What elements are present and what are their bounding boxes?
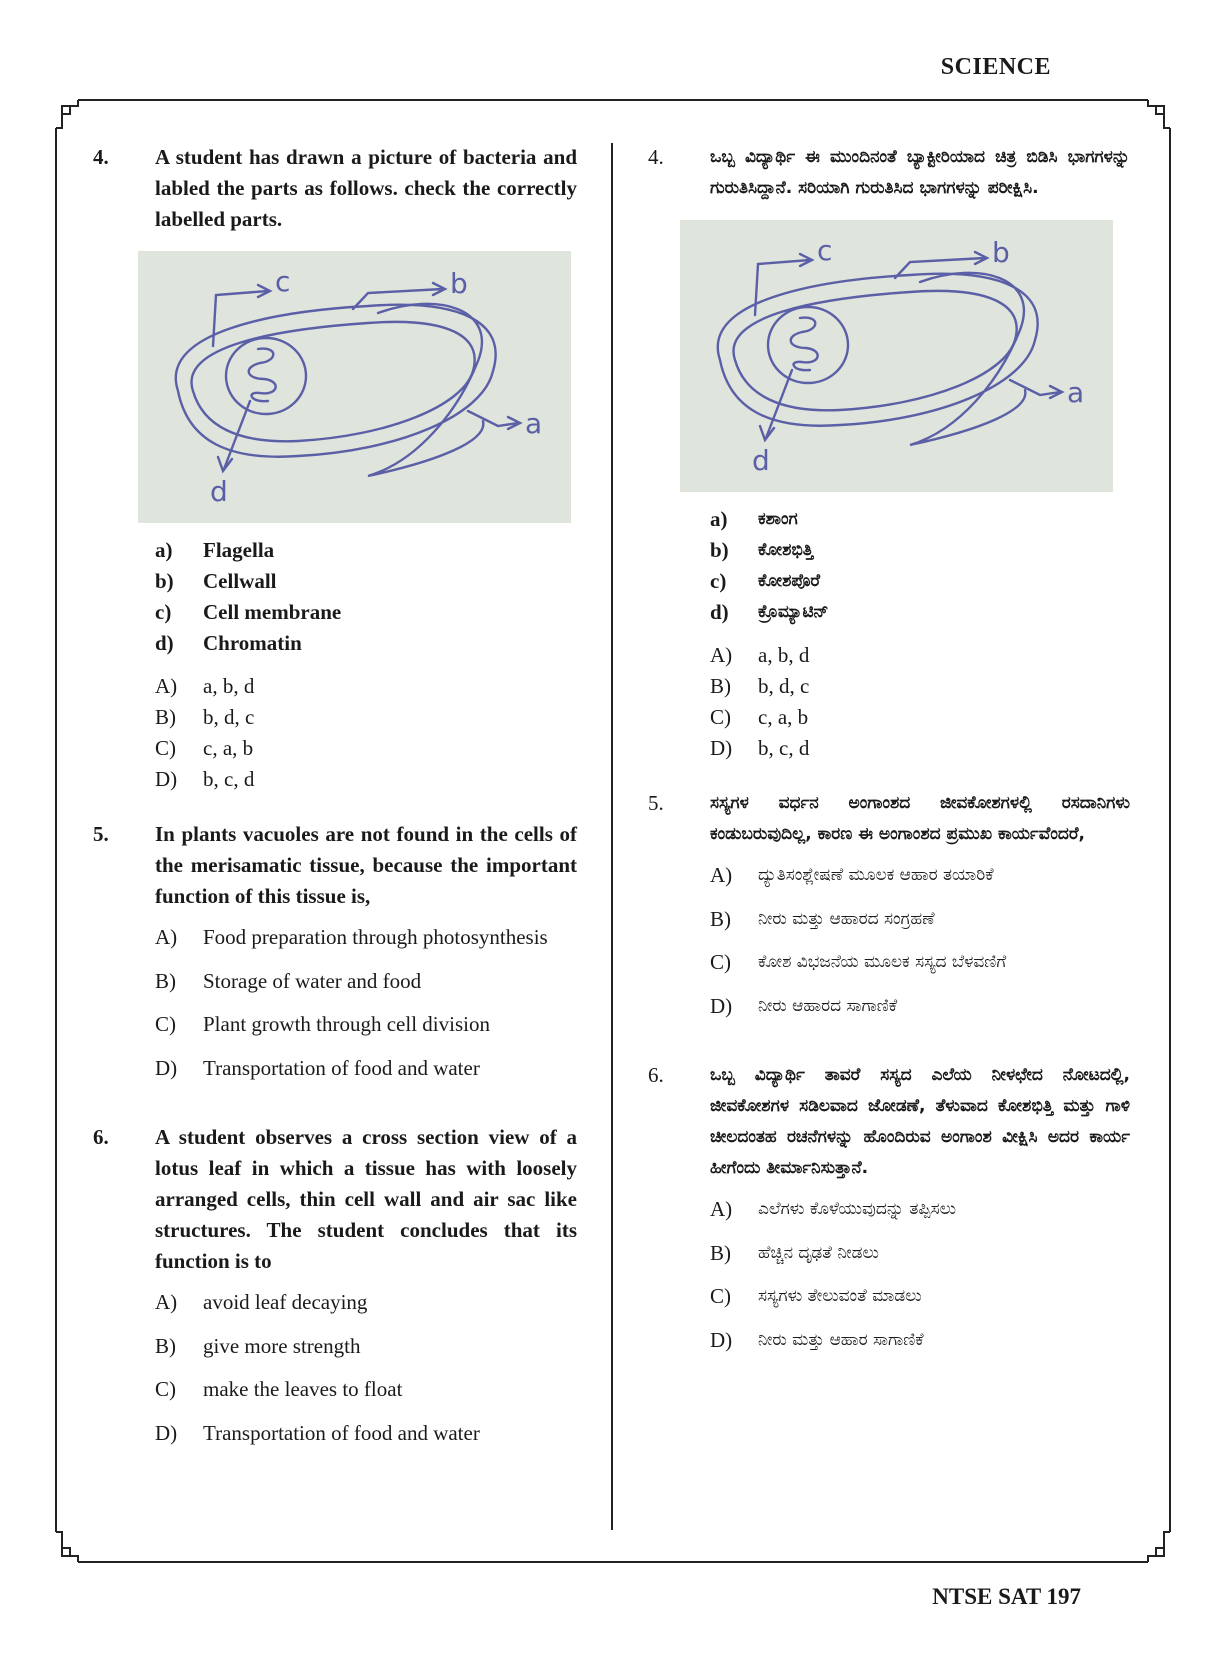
part-item	[155, 628, 577, 659]
option-text: avoid leaf decaying	[203, 1290, 368, 1314]
part-label: d)	[155, 631, 174, 655]
question-5-en	[93, 819, 577, 1090]
part-label: b)	[710, 538, 729, 562]
question-6-kn	[648, 1060, 1130, 1362]
option-label: B)	[710, 1240, 731, 1265]
bacteria-figure	[138, 251, 571, 523]
option-label: A)	[155, 1290, 178, 1314]
part-text: Cellwall	[203, 569, 277, 593]
option-item	[155, 1003, 577, 1047]
question-5-kn	[648, 788, 1130, 1028]
option-text: ನೀರು ಆಹಾರದ ಸಾಗಾಣಿಕೆ	[758, 995, 898, 1016]
option-text: Transportation of food and water	[203, 1420, 480, 1445]
option-item	[710, 898, 1130, 942]
column-divider	[611, 143, 613, 1530]
option-label: D)	[155, 767, 178, 791]
option-text: ನೀರು ಮತ್ತು ಆಹಾರ ಸಾಗಾಣಿಕೆ	[758, 1329, 924, 1350]
option-label: C)	[155, 736, 176, 760]
footer-page-label: NTSE SAT 197	[932, 1584, 1081, 1609]
option-item	[155, 916, 577, 960]
option-item	[710, 640, 1130, 671]
part-text: ಕೋಶಭಿತ್ತಿ	[758, 540, 814, 560]
question-number: 6.	[93, 1125, 109, 1149]
figure-label-c: c	[275, 265, 291, 298]
part-item	[710, 566, 1130, 597]
question-4-kn	[648, 142, 1130, 764]
option-label: A)	[710, 643, 733, 667]
part-item	[710, 535, 1130, 566]
option-label: A)	[710, 863, 733, 887]
option-text: ದ್ಯುತಿಸಂಶ್ಲೇಷಣೆ ಮೂಲಕ ಆಹಾರ ತಯಾರಿಕೆ	[758, 865, 994, 885]
question-number: 4.	[93, 145, 109, 169]
option-text: c, a, b	[203, 736, 254, 760]
figure-label-d: d	[210, 475, 228, 508]
header-subject: SCIENCE	[940, 54, 1051, 80]
question-text: A student has drawn a picture of bacteria and labled the parts as follows. check the correctly labelled parts.	[155, 145, 577, 231]
option-item	[710, 1232, 1130, 1276]
part-text: ಕ್ರೊಮ್ಯಾಟಿನ್	[758, 602, 829, 622]
figure-label-d: d	[752, 444, 770, 477]
part-item	[710, 597, 1130, 628]
option-item	[710, 1319, 1130, 1363]
option-text: b, d, c	[203, 705, 255, 729]
part-label: a)	[710, 507, 728, 531]
option-label: D)	[710, 993, 733, 1018]
option-label: C)	[155, 1012, 176, 1036]
option-text: Transportation of food and water	[203, 1055, 480, 1080]
part-text: Chromatin	[203, 631, 302, 655]
option-text: Food preparation through photosynthesis	[203, 925, 548, 949]
option-item	[155, 1047, 577, 1091]
option-item	[155, 960, 577, 1004]
option-item	[155, 1281, 577, 1325]
option-item	[710, 733, 1130, 764]
option-item	[155, 702, 577, 733]
part-item	[155, 535, 577, 566]
option-item	[710, 1275, 1130, 1319]
question-4-en	[93, 142, 577, 795]
options-list	[710, 1188, 1130, 1362]
question-text: In plants vacuoles are not found in the cells of the merisamatic tissue, because the important function of this tissue is,	[155, 822, 577, 908]
option-text: give more strength	[203, 1333, 361, 1358]
part-text: Cell membrane	[203, 600, 342, 624]
option-label: C)	[710, 950, 731, 974]
option-item	[155, 1368, 577, 1412]
question-text: ಸಸ್ಯಗಳ ವರ್ಧನ ಅಂಗಾಂಶದ ಜೀವಕೋಶಗಳಲ್ಲಿ ರಸದಾನಿಗಳು ಕಂಡುಬರುವುದಿಲ್ಲ, ಕಾರಣ ಈ ಅಂಗಾಂಶದ ಪ್ರಮುಖ ಕಾರ್ಯವೆಂದರೆ,	[710, 793, 1130, 844]
option-text: ನೀರು ಮತ್ತು ಆಹಾರದ ಸಂಗ್ರಹಣೆ	[758, 908, 935, 929]
option-label: D)	[155, 1420, 178, 1445]
part-label: a)	[155, 538, 173, 562]
option-text: a, b, d	[203, 674, 255, 698]
option-label: C)	[710, 705, 731, 729]
option-label: D)	[155, 1055, 178, 1080]
option-text: Plant growth through cell division	[203, 1012, 490, 1036]
option-item	[710, 941, 1130, 985]
options-list	[155, 671, 577, 795]
figure-label-b: b	[992, 236, 1010, 269]
part-text: ಕಶಾಂಗ	[758, 509, 798, 529]
option-item	[710, 702, 1130, 733]
option-text: ಎಲೆಗಳು ಕೊಳೆಯುವುದನ್ನು ತಪ್ಪಿಸಲು	[758, 1199, 957, 1219]
question-text: ಒಬ್ಬ ವಿದ್ಯಾರ್ಥಿ ತಾವರೆ ಸಸ್ಯದ ಎಲೆಯ ನೀಳಛೇದ ನೋಟದಲ್ಲಿ, ಜೀವಕೋಶಗಳ ಸಡಿಲವಾದ ಜೋಡಣೆ, ತೆಳುವಾದ ಕೋಶಭಿತ್ತಿ ಮತ್ತು ಗಾಳಿ ಚೀಲದಂತಹ ರಚನೆಗಳನ್ನು ಹೊಂದಿರುವ ಅಂಗಾಂಶ ವೀಕ್ಷಿಸಿ ಅದರ ಕಾರ್ಯ ಹೀಗೆಂದು ತೀರ್ಮಾನಿಸುತ್ತಾನೆ.	[710, 1065, 1130, 1178]
option-label: A)	[155, 925, 178, 949]
option-label: A)	[710, 1197, 733, 1221]
option-item	[710, 1188, 1130, 1232]
options-list	[710, 854, 1130, 1028]
part-text: ಕೋಶಪೊರೆ	[758, 571, 821, 591]
part-item	[155, 597, 577, 628]
option-text: a, b, d	[758, 643, 810, 667]
option-item	[710, 671, 1130, 702]
option-text: make the leaves to float	[203, 1377, 403, 1401]
options-list	[155, 916, 577, 1090]
option-label: B)	[710, 674, 731, 698]
figure-label-c: c	[817, 234, 833, 267]
question-text: A student observes a cross section view of a lotus leaf in which a tissue has with loosely arranged cells, thin cell wall and air sac like structures. The student concludes that its function is to	[155, 1125, 577, 1273]
option-text: ಸಸ್ಯಗಳು ತೇಲುವಂತೆ ಮಾಡಲು	[758, 1286, 922, 1306]
option-item	[710, 854, 1130, 898]
bacteria-figure	[680, 220, 1113, 492]
option-label: C)	[155, 1377, 176, 1401]
option-label: A)	[155, 674, 178, 698]
question-text: ಒಬ್ಬ ವಿದ್ಯಾರ್ಥಿ ಈ ಮುಂದಿನಂತೆ ಬ್ಯಾಕ್ಟೀರಿಯಾದ ಚಿತ್ರ ಬಿಡಿಸಿ ಭಾಗಗಳನ್ನು ಗುರುತಿಸಿದ್ದಾನೆ. ಸರಿಯಾಗಿ ಗುರುತಿಸಿದ ಭಾಗಗಳನ್ನು ಪರೀಕ್ಷಿಸಿ.	[710, 147, 1130, 198]
option-item	[155, 671, 577, 702]
option-label: B)	[710, 906, 731, 931]
option-label: C)	[710, 1284, 731, 1308]
option-item	[155, 764, 577, 795]
option-label: B)	[155, 968, 176, 993]
option-item	[710, 985, 1130, 1029]
option-text: c, a, b	[758, 705, 809, 729]
part-label: c)	[155, 600, 172, 624]
option-item	[155, 1412, 577, 1456]
option-label: B)	[155, 705, 176, 729]
kannada-column	[648, 142, 1130, 1362]
option-text: b, d, c	[758, 674, 810, 698]
question-number: 5.	[648, 791, 664, 815]
figure-label-b: b	[450, 267, 468, 300]
option-text: ಹೆಚ್ಚಿನ ದೃಢತೆ ನೀಡಲು	[758, 1242, 879, 1263]
options-list	[710, 640, 1130, 764]
question-6-en	[93, 1122, 577, 1455]
part-item	[155, 566, 577, 597]
option-text: b, c, d	[203, 767, 255, 791]
part-label: b)	[155, 569, 174, 593]
figure-label-a: a	[525, 407, 543, 440]
labelled-parts-list	[155, 535, 577, 659]
option-text: ಕೋಶ ವಿಭಜನೆಯ ಮೂಲಕ ಸಸ್ಯದ ಬೆಳವಣಿಗೆ	[758, 952, 1007, 972]
part-label: d)	[710, 600, 729, 624]
question-number: 5.	[93, 822, 109, 846]
option-text: b, c, d	[758, 736, 810, 760]
question-number: 4.	[648, 145, 664, 169]
option-item	[155, 1325, 577, 1369]
part-label: c)	[710, 569, 727, 593]
figure-label-a: a	[1067, 376, 1085, 409]
question-number: 6.	[648, 1063, 664, 1087]
option-text: Storage of water and food	[203, 968, 422, 993]
options-list	[155, 1281, 577, 1455]
option-label: D)	[710, 1327, 733, 1352]
option-label: B)	[155, 1333, 176, 1358]
part-text: Flagella	[203, 538, 275, 562]
labelled-parts-list	[710, 504, 1130, 628]
option-label: D)	[710, 736, 733, 760]
option-item	[155, 733, 577, 764]
part-item	[710, 504, 1130, 535]
english-column	[93, 142, 577, 1455]
